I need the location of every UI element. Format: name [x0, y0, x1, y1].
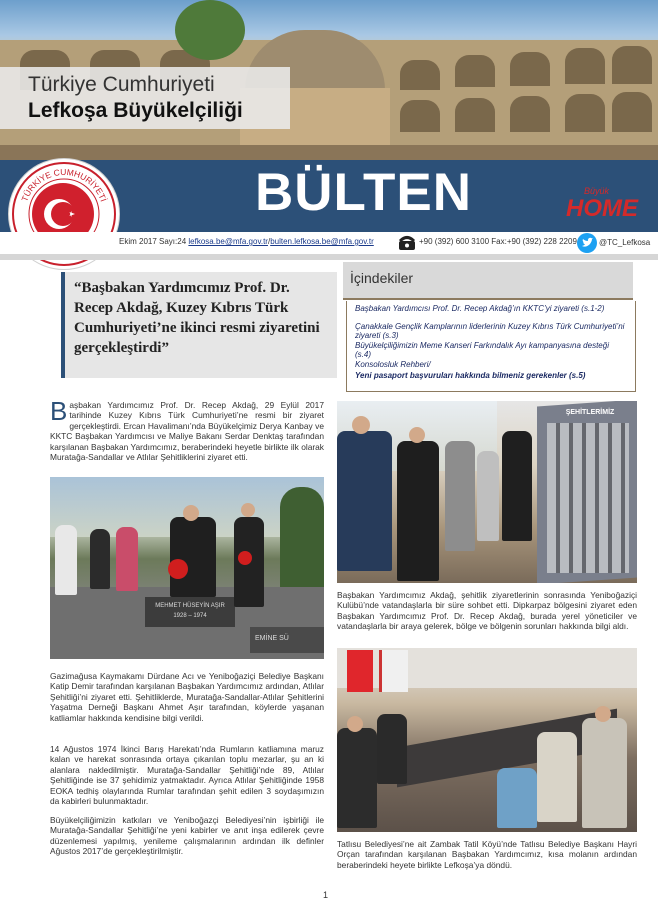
- arch: [612, 46, 652, 84]
- contents-item[interactable]: Başbakan Yardımcısı Prof. Dr. Recep Akdağ’ın KKTC’yi ziyareti (s.1-2): [355, 304, 605, 313]
- embassy-name: Lefkoşa Büyükelçiliği: [28, 99, 243, 122]
- arch: [510, 52, 550, 86]
- bulletin-title: BÜLTEN: [255, 163, 472, 222]
- link-separator: /: [267, 237, 271, 246]
- photo-cemetery-visit: [50, 477, 324, 659]
- twitter-handle[interactable]: @TC_Lefkosa: [599, 238, 651, 247]
- tel-fax: +90 (392) 600 3100 Fax:+90 (392) 228 2209: [419, 237, 577, 246]
- flag: [379, 650, 408, 692]
- person: [337, 431, 392, 571]
- person: [116, 527, 138, 591]
- paragraph: Büyükelçiliğimizin katkıları ve Yeniboğazçi Belediyesi’nin işbirliği ile Murataĝa-Sandallar Şehitliği’ne yeni kabirler ve anıt inşa edilerek çevre düzenlemesi yapılmış, yenileme çalışmalarının ardından ilk definler Ağustos 2017’de gerçekleştirilmiştir.: [50, 815, 324, 857]
- email-link[interactable]: lefkosa.be@mfa.gov.tr: [188, 237, 268, 246]
- photo-martyrs-board: [337, 401, 637, 583]
- person-head: [183, 505, 199, 521]
- flag: [347, 650, 373, 692]
- tree: [175, 0, 245, 60]
- arch: [565, 48, 605, 84]
- person: [497, 768, 537, 828]
- contents-item[interactable]: Çanakkale Gençlik Kamplarının liderlerinin Kuzey Kıbrıs Türk Cumhuriyeti’ni ziyareti (s.3): [355, 322, 625, 340]
- person-head: [347, 716, 363, 732]
- paragraph: Gazimağusa Kaymakamı Dürdane Acı ve Yeniboğaziçi Belediye Başkanı Katip Demir tarafından karşılanan Başbakan Yardımcımız ardından, Atlılar Şehitliği’ni ziyaret etti. Şehitliklerde, Murataĝa-Sandallar-Atlılar Şehitlerini Yaşatma Derneği Başkanı Ahmet Aşır tarafından, köylerde yaşanan katliamlar hakkında kendisine bilgi verildi.: [50, 671, 324, 723]
- person: [377, 714, 407, 784]
- arch: [612, 92, 652, 132]
- headline-quote: “Başbakan Yardımcımız Prof. Dr. Recep Akdağ, Kuzey Kıbrıs Türk Cumhuriyeti’ne ikinci resmi ziyaretini gerçekleştirdi”: [74, 280, 320, 356]
- photo-meeting: [337, 648, 637, 832]
- paragraph: Tatlısu Belediyesi’ne ait Zambak Tatil Köyü’nde Tatlısu Belediye Başkanı Hayri Orçan tarafından karşılanan Başbakan Yardımcımız, kısa molanın ardından beraberindeki heyete birlikte Lefkoşa’ya döndü.: [337, 839, 637, 870]
- contents-title: İçindekiler: [350, 270, 414, 286]
- arch: [400, 60, 440, 90]
- person-head: [352, 416, 370, 434]
- plaque-years: 1928 – 1974: [173, 613, 207, 619]
- intro-paragraph: [50, 396, 324, 463]
- arch: [400, 100, 440, 132]
- arch: [455, 55, 495, 87]
- person-head: [241, 503, 255, 517]
- person: [90, 529, 110, 589]
- paragraph: 14 Ağustos 1974 İkinci Barış Harekatı’nda Rumların katliamına maruz kalan ve harekat sonrasında ortaya çıkarılan toplu mezarlar, şu an ki alanlara nakledilmiştir. Murataĝa-Sandallar Şehitliği’nde 89, Atlılar Şehitliğinde ise 37 şehidimiz yatmaktadır. Ayrıca Atlılar Şehitliğinde 1958 EOKA tedhiş olaylarında Rumlar tarafından şehit edilen 3 soydaşımızın da kabirleri bulunmaktadır.: [50, 744, 324, 807]
- twitter-icon[interactable]: [577, 233, 597, 253]
- issue-number: Ekim 2017 Sayı:24: [119, 237, 187, 246]
- drop-cap: B: [50, 396, 68, 426]
- home-logo-top: Büyük: [584, 186, 610, 196]
- person: [477, 451, 499, 541]
- person: [445, 441, 475, 551]
- martyr-photos-grid: [547, 423, 629, 573]
- contents-item[interactable]: Konsolosluk Rehberi/: [355, 360, 431, 369]
- person-head: [595, 706, 611, 722]
- home-logo: HOME: [566, 195, 638, 222]
- grave-plaque: [145, 597, 235, 627]
- person: [397, 441, 439, 581]
- page-number: 1: [323, 890, 329, 900]
- person: [337, 728, 377, 828]
- embassy-country: Türkiye Cumhuriyeti: [28, 73, 215, 96]
- divider: [0, 254, 658, 260]
- board-title: ŞEHİTLERİMİZ: [565, 409, 615, 416]
- seal-text-top: TÜRKİYE CUMHURİYETİ: [19, 166, 109, 203]
- arch: [565, 94, 605, 132]
- issue-info: [119, 237, 374, 246]
- person-head: [409, 427, 425, 443]
- arch: [510, 96, 550, 132]
- paragraph: Başbakan Yardımcımız Akdağ, şehitlik ziyaretlerinin sonrasında Yeniboğaziçi Kulübü’nde vatandaşlarla bir süre sohbet etti. Dipkarpaz bölgesini ziyaret eden Başbakan Yardımcımız Prof. Dr. Recep Akdağ, burada yerel yöneticiler ve vatandaşlarla bir araya gelerek, bölge ve bölgenin sorunları hakkında bilgi aldı.: [337, 590, 637, 632]
- contents-item[interactable]: Yeni pasaport başvuruları hakkında bilmeniz gerekenler (s.5): [355, 371, 586, 380]
- contents-item[interactable]: Büyükelçiliğimizin Meme Kanseri Farkındalık Ayı kampanyasına desteği (s.4): [355, 341, 609, 359]
- courtyard-ground: [0, 145, 658, 160]
- flower-wreath: [168, 559, 188, 579]
- intro-text: aşbakan Yardımcımız Prof. Dr. Recep Akdağ, 29 Eylül 2017 tarihinde Kuzey Kıbrıs Türk Cumhuriyeti’ne resmi bir ziyaret gerçekleştirdi. Ercan Havalimanı’nda Büyükelçimiz Derya Kanbay ve KKTC Başbakan Yardımcısı ve Maliye Bakanı Serdar Denktaş tarafından karşılanan Başbakan Yardımcımız, beraberindeki heyetle birlikte ilk olarak Murataĝa-Sandallar ve Atlılar Şehitliklerini ziyaret etti.: [50, 400, 324, 463]
- person: [502, 431, 532, 541]
- phone-icon: [398, 233, 416, 251]
- plaque-name: MEHMET HÜSEYİN AŞIR: [155, 603, 225, 609]
- person: [170, 517, 216, 597]
- person: [55, 525, 77, 595]
- plaque-name: EMİNE SÜ: [255, 635, 289, 642]
- flower-wreath: [238, 551, 252, 565]
- person: [537, 732, 577, 822]
- person: [582, 718, 627, 828]
- web-link[interactable]: bulten.lefkosa.be@mfa.gov.tr: [270, 237, 374, 246]
- arch: [455, 98, 495, 132]
